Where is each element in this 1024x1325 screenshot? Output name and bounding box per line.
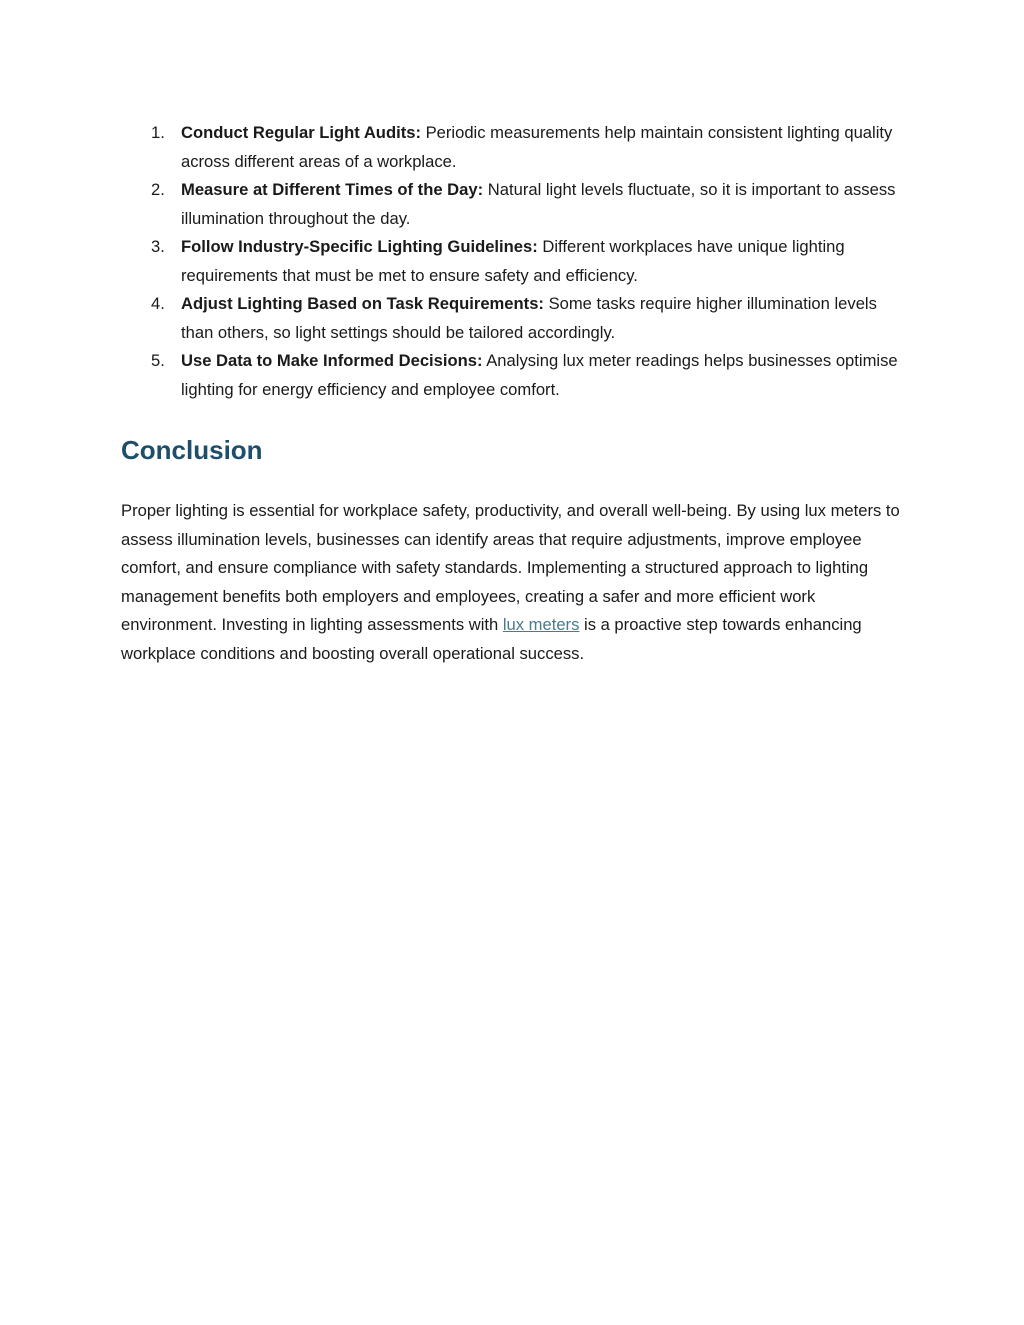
list-item xyxy=(121,233,911,290)
list-item-title: Adjust Lighting Based on Task Requirements: xyxy=(181,294,544,313)
list-item-number: 3. xyxy=(151,237,165,256)
list-item-title: Measure at Different Times of the Day: xyxy=(181,180,484,199)
list-item-text: Periodic measurements help maintain consistent lighting quality across different areas of a workplace. xyxy=(181,123,893,171)
list-item-number: 5. xyxy=(151,351,165,370)
list-item-number: 2. xyxy=(151,180,165,199)
list-item-text: Natural light levels fluctuate, so it is important to assess illumination throughout the day. xyxy=(181,180,896,228)
list-item-title: Follow Industry-Specific Lighting Guidelines: xyxy=(181,237,538,256)
conclusion-text-after-link: is a proactive step towards enhancing workplace conditions and boosting overall operational success. xyxy=(121,615,862,663)
list-item-title: Conduct Regular Light Audits: xyxy=(181,123,421,142)
lux-meters-link[interactable]: lux meters xyxy=(502,615,580,634)
list-item-text: Analysing lux meter readings helps businesses optimise lighting for energy efficiency and employee comfort. xyxy=(181,351,898,399)
list-item xyxy=(121,119,911,176)
conclusion-paragraph xyxy=(121,497,911,668)
list-item-number: 4. xyxy=(151,294,165,313)
recommendations-list xyxy=(121,119,911,404)
list-item-text: Some tasks require higher illumination levels than others, so light settings should be tailored accordingly. xyxy=(181,294,877,342)
list-item xyxy=(121,176,911,233)
conclusion-heading: Conclusion xyxy=(121,435,263,465)
list-item-number: 1. xyxy=(151,123,165,142)
conclusion-text-before-link: Proper lighting is essential for workplace safety, productivity, and overall well-being. By using lux meters to assess illumination levels, businesses can identify areas that require adjustments, improve employee comfort, and ensure compliance with safety standards. Implementing a structured approach to lighting management benefits both employers and employees, creating a safer and more efficient work environment. Investing in lighting assessments with xyxy=(121,501,900,634)
list-item-title: Use Data to Make Informed Decisions: xyxy=(181,351,483,370)
list-item xyxy=(121,347,911,404)
list-item-text: Different workplaces have unique lighting requirements that must be met to ensure safety and efficiency. xyxy=(181,237,845,285)
list-item xyxy=(121,290,911,347)
